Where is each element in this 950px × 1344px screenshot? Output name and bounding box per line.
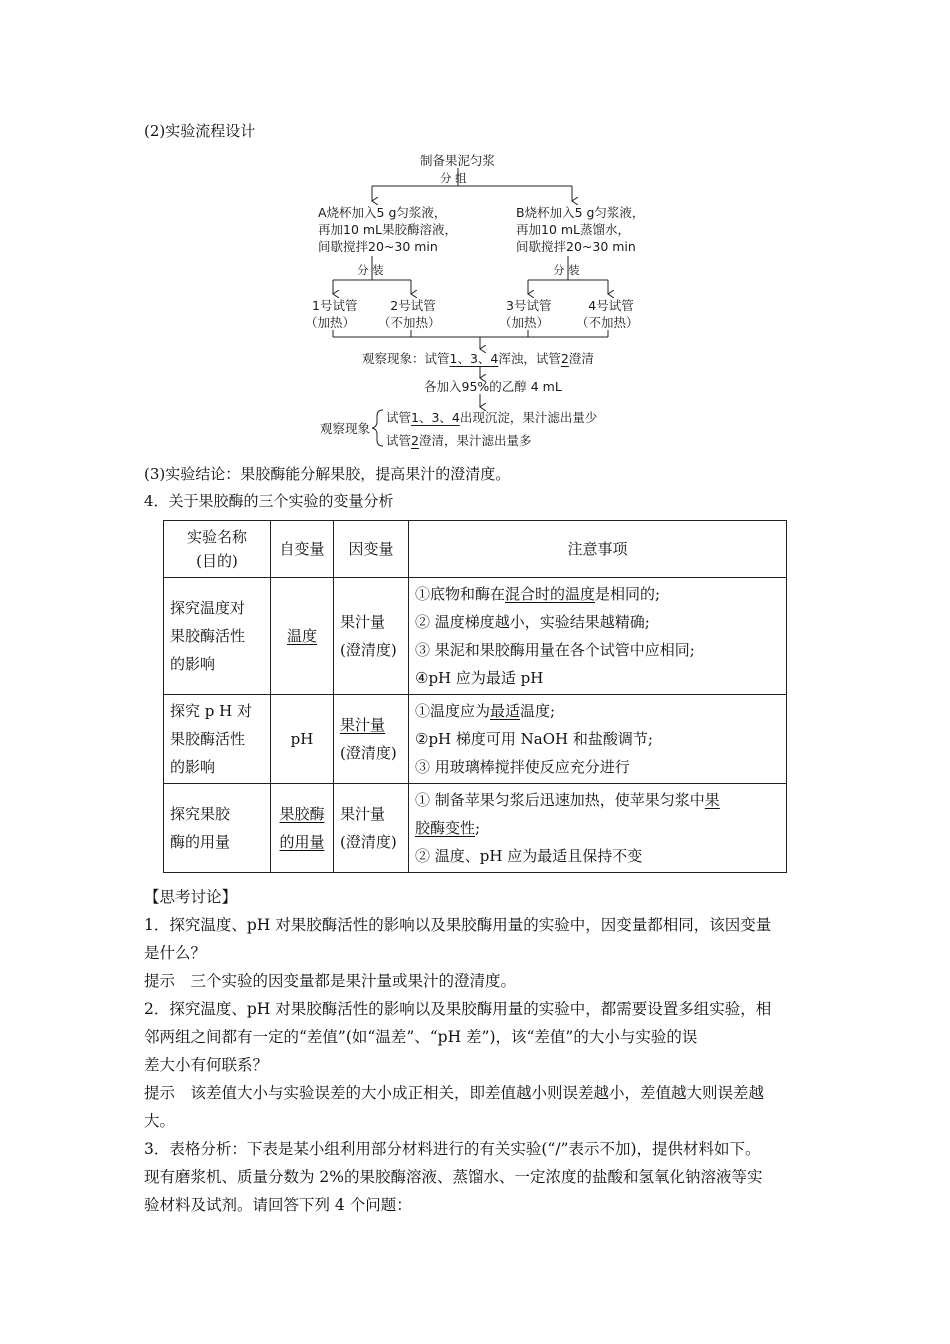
variable-analysis-table [163, 520, 787, 873]
question-3: 3．表格分析：下表是某小组利用部分材料进行的有关实验(“/”表示不加)，提供材料如下。 现有磨浆机、质量分数为 2%的果胶酶溶液、蒸馏水、一定浓度的盐酸和氢氧化钠溶液等实 验材料及试剂。请回答下列 4 个问题： [144, 1140, 763, 1214]
table-row [164, 695, 787, 784]
flow-observation-2-label: 观察现象 [320, 421, 371, 436]
flow-split-b: 分 装 [553, 263, 580, 277]
flow-step-prepare: 制备果泥匀浆 [420, 153, 496, 168]
header-experiment-name: 实验名称 (目的) [164, 521, 271, 578]
row2-notes: ①温度应为最适温度; ②pH 梯度可用 NaOH 和盐酸调节; ③ 用玻璃棒搅拌使反应充分进行 [409, 695, 787, 784]
header-independent-var: 自变量 [271, 521, 334, 578]
question-1: 1．探究温度、pH 对果胶酶活性的影响以及果胶酶用量的实验中，因变量都相同，该因变量 是什么？ [144, 916, 772, 962]
row1-name: 探究温度对 果胶酶活性 的影响 [164, 578, 271, 695]
header-notes: 注意事项 [409, 521, 787, 578]
flow-observation-2b: 试管2澄清，果汁滤出量多 [386, 433, 532, 448]
tube-1: 1号试管 （加热） [304, 298, 358, 330]
flow-observation-1: 观察现象：试管1、3、4浑浊，试管2澄清 [362, 351, 594, 366]
question-2: 2．探究温度、pH 对果胶酶活性的影响以及果胶酶用量的实验中，都需要设置多组实验，相 邻两组之间都有一定的“差值”(如“温差”、“pH 差”)，该“差值”的大小与实验的误 差大小有何联系？ [144, 1000, 772, 1074]
flow-split-a: 分 装 [357, 263, 384, 277]
row1-independent: 温度 [271, 578, 334, 695]
flow-branch-b: B烧杯加入5 g匀浆液， 再加10 mL蒸馏水， 间歇搅拌20~30 min [516, 205, 645, 254]
section-heading-flow: (2)实验流程设计 [144, 122, 256, 140]
experiment-conclusion: (3)实验结论：果胶酶能分解果胶，提高果汁的澄清度。 [144, 465, 511, 483]
header-dependent-var: 因变量 [334, 521, 409, 578]
flow-observation-2a: 试管1、3、4出现沉淀，果汁滤出量少 [386, 410, 598, 425]
row2-dependent: 果汁量 (澄清度) [334, 695, 409, 784]
row3-independent: 果胶酶 的用量 [271, 784, 334, 873]
section-heading-variables: 4．关于果胶酶的三个实验的变量分析 [144, 492, 394, 510]
row2-independent: pH [271, 695, 334, 784]
row3-dependent: 果汁量 (澄清度) [334, 784, 409, 873]
tube-4: 4号试管 （不加热） [576, 298, 639, 330]
row3-name: 探究果胶 酶的用量 [164, 784, 271, 873]
discussion-heading: 【思考讨论】 [144, 888, 238, 906]
row3-notes: ① 制备苹果匀浆后迅速加热，使苹果匀浆中果 胶酶变性; ② 温度、pH 应为最适且保持不变 [409, 784, 787, 873]
table-header-row [164, 521, 787, 578]
table-row [164, 784, 787, 873]
flow-add-ethanol: 各加入95%的乙醇 4 mL [424, 379, 562, 394]
flow-split-group: 分 组 [440, 171, 467, 185]
table-row [164, 578, 787, 695]
answer-2: 提示 该差值大小与实验误差的大小成正相关，即差值越小则误差越小，差值越大则误差越 大。 [144, 1084, 765, 1130]
answer-1: 提示 三个实验的因变量都是果汁量或果汁的澄清度。 [144, 972, 517, 990]
tube-3: 3号试管 （加热） [498, 298, 552, 330]
row2-name: 探究 p H 对 果胶酶活性 的影响 [164, 695, 271, 784]
row1-dependent: 果汁量 (澄清度) [334, 578, 409, 695]
flow-branch-a: A烧杯加入5 g匀浆液， 再加10 mL果胶酶溶液， 间歇搅拌20~30 min [318, 205, 458, 254]
tube-2: 2号试管 （不加热） [378, 298, 441, 330]
row1-notes: ①底物和酶在混合时的温度是相同的; ② 温度梯度越小，实验结果越精确; ③ 果泥和果胶酶用量在各个试管中应相同; ④pH 应为最适 pH [409, 578, 787, 695]
